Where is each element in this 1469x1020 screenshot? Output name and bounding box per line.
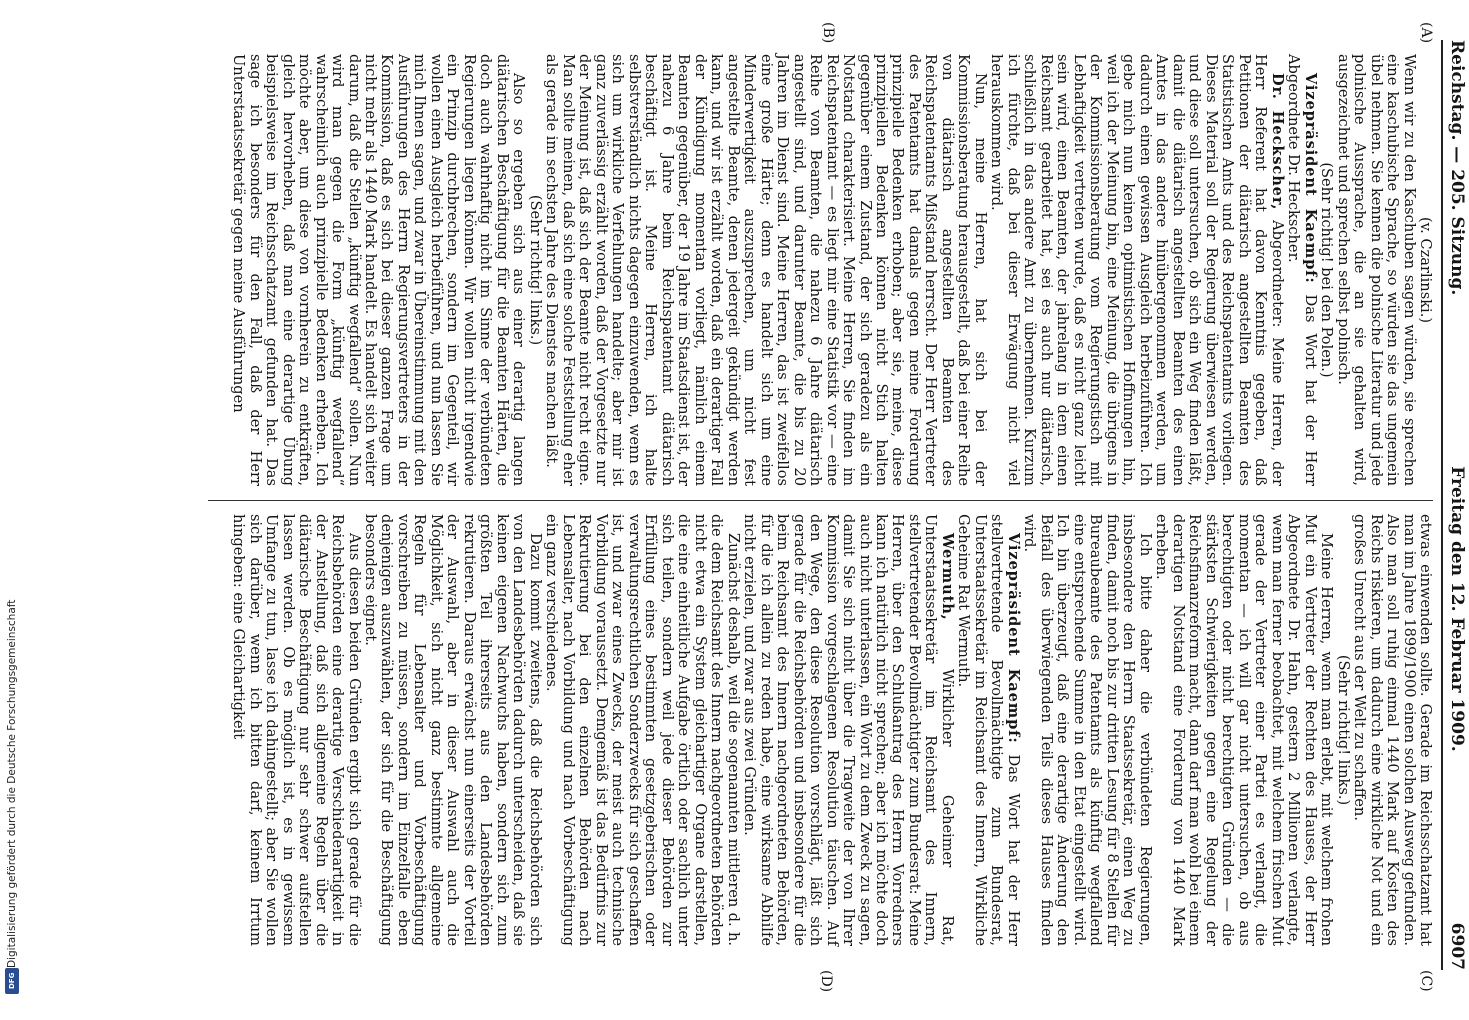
speaker-name: Vizepräsident Kaempf: (1301, 72, 1319, 284)
paragraph: etwas einwenden sollte. Gerade im Reichsschatzamt hat man im Jahre 1899/1900 einen solchen Ausweg gefunden. Also man soll ruhig einmal 1440 Mark auf Kosten des Reichs riskieren, um dadurch eine wirkliche Not und ein großes Unrecht aus der Welt zu schaffen. (1351, 514, 1434, 946)
paragraph: Wenn wir zu den Kaschuben sagen würden, sie sprechen eine kaschubische Sprache, so würden sie das ungemein übel nehmen. Sie kennen die polnische Literatur und jede polnische Aussprache, die an sie gehalten wird, ausgezeichnet und sprechen selbst polnisch. (1334, 54, 1418, 486)
header-left-title: Reichstag. — 205. Sitzung. (1446, 40, 1467, 296)
speech-paragraph (741, 514, 955, 946)
dfg-logo: DFG (5, 968, 19, 994)
paragraph: Ich bitte daher die verbündeten Regierungen, insbesondere den Herrn Staatssekretär, einen Weg zu finden, damit noch bis zur dritten Lesung für 8 Stellen für Bureaubeamte des Patentamts als künftig wegfallend eine entsprechende Summe in den Etat eingestellt wird. Ich bin überzeugt, daß eine derartige Änderung den Beifall des überwiegenden Teils dieses Hauses finden wird. (1021, 514, 1154, 946)
speech-text: Das Wort hat der Herr stellvertretende Bevollmächtigte zum Bundesrat, Unterstaatssekretär im Reichsamt des Innern, Wirkliche Geheime Rat Wermuth. (955, 514, 1022, 946)
page-number: 6907 (1446, 922, 1467, 970)
rotated-page (86, 20, 1469, 1020)
paragraph: Also so ergeben sich aus einer derartig langen diätarischen Beschäftigung für die Beamten Härten, die doch auch wahrhaftig nicht im Sinne der verbündeten Regierungen liegen können. Wir wollen nicht irgendwie ein Prinzip durchbrechen, sondern im Gegenteil, wir wollen einen Ausgleich herbeiführen, und nun lassen Sie mich Ihnen sagen, und zwar in Übereinstimmung mit den Ausführungen des Herrn Regierungsvertreters in der Kommission, daß es sich bei dieser ganzen Frage um nicht mehr als 1440 Mark handelt. Es handelt sich weiter darum, daß die Stellen „künftig wegfallend“ sollen. Nun wird man gegen die Form „künftig wegfallend“ wahrscheinlich auch prinzipielle Bedenken erheben. Ich möchte aber, um diese von vornherein zu entkräften, gleich hervorheben, daß man eine derartige Übung beispielsweise im Reichsschatzamt gefunden hat. Das sage ich besonders für den Fall, daß der Herr Unterstaatssekretär gegen meine Ausführungen (230, 54, 528, 486)
margin-marker-d: (D) (818, 970, 834, 993)
paragraph: Nun, meine Herren, hat sich bei der Kommissionsberatung herausgestellt, daß bei einer Reihe von diätarisch angestellten Beamten des Reichspatentamts Mißstand herrscht. Der Herr Vertreter des Patentamts hat damals gegen meine Forderung prinzipielle Bedenken erhoben; aber sie, meine, diese prinzipiellen Bedenken können nicht Stich halten gegenüber einem Zustand, der sich geradezu als ein Notstand charakterisiert. Meine Herren, Sie finden im Reichspatentamt — es liegt mir eine Statistik vor — eine Reihe von Beamten, die nahezu 6 Jahre diätarisch angestellt sind, und darunter Beamte, die bis zu 20 Jahren im Dienst sind. Meine Herren, das ist zweifellos eine große Härte; denn es handelt sich um eine Minderwertigkeit auszusprechen, um nicht fest angestellte Beamte, denen jedergeit gekündigt werden kann, und wir ist erzählt worden, daß ein derartiger Fall der Kündigung momentan vorliegt, nämlich einem Beamten gegenüber, der 19 Jahre im Staatsdienst ist, der nahezu 6 Jahre beim Reichspatentamt diätarisch beschäftigt ist. Meine Herren, ich halte selbstverständlich nichts dagegen einzuwenden, wenn es sich um wirkliche Verfehlungen handelte; aber mir ist ganz zuverlässig erzählt worden, daß der Vorgesetzte nur der Meinung ist, daß sich der Beamte nicht recht eigne. Man sollte meinen, daß sich eine solche Feststellung eher als gerade im sechsten Jahre des Dienstes machen läßt. (543, 54, 989, 486)
margin-marker-b: (B) (820, 22, 836, 44)
paragraph: Dazu kommt zweitens, daß die Reichsbehörden sich von den Landesbehörden dadurch unterscheiden, daß sie keinen eigenen Nachwuchs haben, sondern sich zum größten Teil ihrerseits aus den Landesbehörden rekrutieren. Daraus erwächst nun einerseits der Vorteil der Auswahl, aber in dieser Auswahl auch die Möglichkeit, sich nicht ganz bestimmte allgemeine Regeln für Lebensalter und Vorbeschäftigung vorschreiben zu müssen, sondern im Einzelfalle eben denjenigen auszuwählen, der sich für die Beschäftigung besonders eignet. (362, 514, 544, 946)
paragraph: Aus diesen beiden Gründen ergibt sich gerade für die Reichsbehörden eine derartige Verschiedenartigkeit in der Anstellung, daß sich allgemeine Regeln über die diätarische Beschäftigung nur sehr schwer aufstellen lassen werden. Ob es möglich ist, es in gewissem Umfange zu tun, lasse ich dahingestellt; aber Sie wollen sich darüber, wenn ich bitten darf, keinem Irrtum hingeben: eine Gleichartigkeit (230, 514, 363, 946)
speaker-name: Wermuth, (938, 532, 956, 621)
page-content (179, 20, 1469, 993)
paragraph: Meine Herren, wenn man erlebt, mit welchem frohen Mut ein Vertreter der Rechten des Hauses, der Herr Abgeordnete Dr. Hahn, gestern 2 Millionen verlangte, wenn man ferner beobachtet, mit welchem frischen Mut gerade der Vertreter einer Partei es verlangt, die momentan — ich will gar nicht untersuchen, ob aus berechtigten oder nicht berechtigten Gründen — die stärksten Schwierigkeiten gegen eine Regelung der Reichsfinanzreform macht, dann darf man wohl bei einem derartigen Notstand eine Forderung von 1440 Mark erheben. (1153, 514, 1336, 946)
speaker-name: Vizepräsident Kaempf: (1004, 532, 1022, 744)
stage-direction: (Sehr richtig! links.) (1334, 654, 1352, 806)
left-column (230, 54, 1433, 486)
margin-marker-c: (C) (1418, 970, 1434, 992)
speech-text: Das Wort hat der Herr Abgeordnete Dr. Heckscher. (1285, 54, 1319, 486)
column-divider (208, 500, 1433, 501)
right-column (230, 514, 1433, 946)
header-right-title: Freitag den 12. Februar 1909. (1446, 466, 1467, 752)
speech-text: Wirklicher Geheimer Rat, Unterstaatssekretär im Reichsamt des Innern, stellvertretender Bevollmächtigter zum Bundesrat: Meine Herren, über den Schlußantrag des Herrn Vorredners kann ich natürlich nicht sprechen; aber ich möchte doch auch nicht unterlassen, ein Wort zu dem Zweck zu sagen, damit Sie sich nicht über die Tragweite der von Ihrer Kommission vorgeschlagenen Resolution täuschen. Auf den Wege, den diese Resolution vorschlägt, läßt sich gerade für die Reichsbehörden und insbesondere für die beim Reichsamt des Innern nachgeordneten Behörden, für die ich allein zu reden habe, eine wirksame Abhilfe nicht erzielen, und zwar aus zwei Gründen. (741, 514, 956, 946)
speech-paragraph (988, 54, 1285, 486)
page-header (1441, 40, 1469, 970)
speech-paragraph (1285, 54, 1318, 486)
digitization-credit: Digitalisierung gefördert durch die Deutsche Forschungsgemeinschaft (6, 599, 18, 968)
stage-direction: (v. Czarlinski.) (1417, 216, 1434, 324)
speech-paragraph (955, 514, 1021, 946)
stage-direction: (Sehr richtig! bei den Polen.) (1318, 162, 1336, 378)
speech-text: Abgeordneter: Meine Herren, der Herr Referent hat davon Kenntnis gegeben, daß Petitionen der diätarisch angestellten Beamten des Statistischen Amts und des Reichspatentamts vorliegen. Dieses Material soll der Regierung überwiesen werden, und diese soll untersuchen, ob sich ein Weg finden läßt, damit die diätarisch angestellten Beamten des einen Amtes in das andere hinübergenommen werden, um dadurch einen gewissen Ausgleich herbeizuführen. Ich gebe mich nun keinen optimistischen Hoffnungen hin, weil ich der Meinung bin, eine Meinung, die übrigens in der Kommissionsberatung vom Regierungstisch mit Lebhaftigkeit vertreten wurde, daß es nicht ganz leicht sein wird, einen Beamten, der jahrelang in dem einen Reichsamt gearbeitet hat, sei es auch nur diätarisch, schließlich in das andere Amt zu übernehmen. Kurzum ich fürchte, daß bei dieser Erwägung nicht viel herauskommen wird. (988, 54, 1286, 486)
margin-marker-a: (A) (1418, 22, 1434, 44)
stage-direction: (Sehr richtig! links.) (526, 194, 544, 346)
speaker-name: Dr. Heckscher, (1268, 72, 1286, 211)
paragraph: Zunächst deshalb, weil die sogenannten mittleren d. h. die dem Reichsamt des Innern nachgeordneten Behörden nicht etwa ein System gleichartiger Organe darstellen, die eine einheitliche Aufgabe örtlich oder sachlich unter sich teilen, sondern weil jede dieser Behörden zur Erfüllung eines bestimmten gesetzgeberischen oder verwaltungsrechtlichen Sonderzwecks für sich geschaffen ist, und zwar eines Zwecks, der meist auch technische Vorbildung voraussetzt. Demgemäß ist das Bedürfnis zur Rekrutierung bei den einzelnen Behörden nach Lebensalter, nach Vorbildung und nach Vorbeschäftigung ein ganz verschiedenes. (543, 514, 742, 946)
